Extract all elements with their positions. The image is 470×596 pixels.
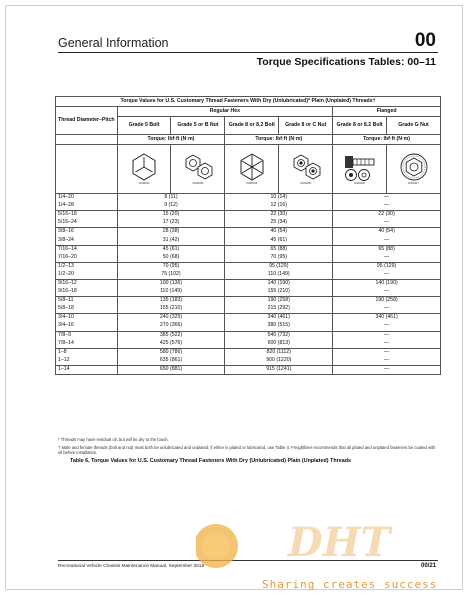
flanged-torque-cell: — [333, 331, 441, 340]
grade5-torque-cell: 135 (183) [117, 297, 225, 306]
grade8-torque-cell: 110 (149) [225, 271, 333, 280]
flanged-torque-cell: 40 (54) [333, 228, 441, 237]
grade8-torque-cell: 340 (461) [225, 314, 333, 323]
flanged-nut-icon [399, 152, 429, 182]
table-row [56, 348, 441, 357]
table-row [56, 254, 441, 263]
watermark-tagline: Sharing creates success [262, 578, 438, 591]
flanged-torque-cell: — [333, 219, 441, 228]
grade5-torque-cell: 650 (881) [117, 365, 225, 374]
thread-size-cell: 1–14 [56, 365, 118, 374]
thread-size-cell: 3/8–24 [56, 236, 118, 245]
thread-size-cell: 9/16–18 [56, 288, 118, 297]
thread-size-cell: 5/8–18 [56, 305, 118, 314]
table-row [56, 245, 441, 254]
table-row [56, 279, 441, 288]
grade5-nut-icon [181, 152, 215, 182]
grade8-torque-cell: 45 (61) [225, 236, 333, 245]
table-row [56, 236, 441, 245]
flanged-torque-cell: — [333, 194, 441, 203]
flanged-torque-cell: 22 (30) [333, 211, 441, 220]
table-row [56, 194, 441, 203]
grade-col-header: Grade 8 or 8.2 Bolt [333, 117, 387, 135]
thread-size-cell: 5/16–18 [56, 211, 118, 220]
grade8-torque-cell: 820 (1112) [225, 348, 333, 357]
grade8-torque-cell: 40 (54) [225, 228, 333, 237]
table-row [56, 297, 441, 306]
flanged-torque-cell: 340 (461) [333, 314, 441, 323]
grade8-nut-cell [279, 145, 333, 194]
header-rule [58, 52, 438, 53]
grade8-nut-icon [289, 152, 323, 182]
grade8-torque-cell: 25 (34) [225, 219, 333, 228]
flanged-torque-cell: — [333, 202, 441, 211]
thread-size-cell: 5/16–24 [56, 219, 118, 228]
thread-size-cell: 1–12 [56, 357, 118, 366]
flanged-nut-cell [387, 145, 441, 194]
figure-code: f230004 [246, 181, 258, 186]
table-row [56, 288, 441, 297]
footnote: * Threads may have residual oil, but will be dry to the touch. [58, 437, 169, 442]
table-row [56, 322, 441, 331]
flanged-bolt-icon [342, 152, 378, 182]
grade8-torque-cell: 22 (30) [225, 211, 333, 220]
grade5-torque-cell: 270 (366) [117, 322, 225, 331]
grade5-torque-cell: 45 (61) [117, 245, 225, 254]
footnote: † Male and female threads (bolt and nut) must both be unlubricated and unplated; if either is plated or lubricated, use Table 4. Freightliner recommends that all plated and unplated fasteners be coated with oil before installation. [58, 445, 436, 456]
section-number: 00 [414, 30, 436, 51]
thread-size-cell: 1/4–28 [56, 202, 118, 211]
table-row [56, 365, 441, 374]
grade5-bolt-head-cell [117, 145, 171, 194]
thread-size-cell: 1–8 [56, 348, 118, 357]
footer-manual-title: Recreational Vehicle Chassis Maintenance Manual, September 2018 [58, 564, 205, 569]
grade8-torque-cell: 215 (292) [225, 305, 333, 314]
grade5-torque-cell: 50 (68) [117, 254, 225, 263]
thread-size-cell: 7/16–14 [56, 245, 118, 254]
grade5-torque-cell: 75 (102) [117, 271, 225, 280]
flanged-torque-cell: 95 (129) [333, 262, 441, 271]
flanged-bolt-cell [333, 145, 387, 194]
flanged-header: Flanged [333, 107, 441, 117]
table-row [56, 331, 441, 340]
empty-cell [56, 145, 118, 194]
thread-size-cell: 1/4–20 [56, 194, 118, 203]
thread-size-cell: 7/16–20 [56, 254, 118, 263]
flanged-torque-cell: — [333, 340, 441, 349]
figure-code: f230003 [192, 181, 204, 186]
grade8-torque-cell: 915 (1241) [225, 365, 333, 374]
figure-code: f230006 [354, 181, 366, 186]
grade8-torque-cell: 600 (813) [225, 340, 333, 349]
grade5-torque-cell: 9 (12) [117, 202, 225, 211]
table-row [56, 228, 441, 237]
thread-size-cell: 1/2–13 [56, 262, 118, 271]
table-row [56, 211, 441, 220]
flanged-torque-cell: — [333, 236, 441, 245]
flanged-torque-cell: — [333, 305, 441, 314]
grade5-torque-cell: 110 (149) [117, 288, 225, 297]
table-caption-header: Torque Values for U.S. Customary Thread Fasteners With Dry (Unlubricated)* Plain (Unplated) Threads† [56, 97, 441, 107]
grade-col-header: Grade 5 or B Nut [171, 117, 225, 135]
grade8-torque-cell: 140 (190) [225, 279, 333, 288]
figure-code: f230007 [408, 181, 419, 186]
grade5-torque-cell: 17 (23) [117, 219, 225, 228]
grade-col-header: Grade G Nut [387, 117, 441, 135]
grade8-torque-cell: 12 (16) [225, 202, 333, 211]
thread-size-cell: 7/8–9 [56, 331, 118, 340]
table-row [56, 305, 441, 314]
flanged-torque-cell: — [333, 357, 441, 366]
flanged-torque-cell: — [333, 365, 441, 374]
grade5-torque-cell: 635 (861) [117, 357, 225, 366]
grade8-torque-cell: 95 (129) [225, 262, 333, 271]
grade5-torque-cell: 155 (210) [117, 305, 225, 314]
watermark-logo-text: DHT [288, 519, 391, 566]
table-row [56, 262, 441, 271]
grade5-torque-cell: 28 (38) [117, 228, 225, 237]
figure-code: f230005 [300, 181, 312, 186]
flanged-torque-cell: 190 (258) [333, 297, 441, 306]
grade8-torque-cell: 380 (515) [225, 322, 333, 331]
grade-col-header: Grade 8 or 8.2 Bolt [225, 117, 279, 135]
table-row [56, 340, 441, 349]
flanged-torque-cell: — [333, 288, 441, 297]
figure-code: f230002 [138, 181, 150, 186]
grade5-torque-cell: 70 (95) [117, 262, 225, 271]
grade5-torque-cell: 8 (11) [117, 194, 225, 203]
thread-size-cell: 1/2–20 [56, 271, 118, 280]
grade5-torque-cell: 425 (576) [117, 340, 225, 349]
grade8-torque-cell: 70 (95) [225, 254, 333, 263]
footer-page-number: 00/21 [420, 563, 436, 569]
grade8-bolt-head-cell [225, 145, 279, 194]
grade5-torque-cell: 15 (20) [117, 211, 225, 220]
flanged-torque-cell: — [333, 322, 441, 331]
grade-col-header: Grade 8 or C Nut [279, 117, 333, 135]
grade8-bolt-head-icon [237, 152, 267, 182]
grade5-torque-cell: 240 (325) [117, 314, 225, 323]
table-row [56, 202, 441, 211]
grade5-torque-cell: 385 (522) [117, 331, 225, 340]
thread-size-cell: 7/8–14 [56, 340, 118, 349]
table-caption: Table 6, Torque Values for U.S. Customary Thread Fasteners With Dry (Unlubricated) Plain (Unplated) Threads [70, 458, 352, 464]
grade5-torque-cell: 580 (786) [117, 348, 225, 357]
table-row [56, 357, 441, 366]
grade8-torque-cell: 10 (14) [225, 194, 333, 203]
grade-col-header: Grade 5 Bolt [117, 117, 171, 135]
grade8-torque-cell: 190 (258) [225, 297, 333, 306]
grade8-torque-cell: 540 (732) [225, 331, 333, 340]
torque-table-body [56, 194, 441, 375]
grade5-torque-cell: 31 (42) [117, 236, 225, 245]
flanged-torque-cell: 140 (190) [333, 279, 441, 288]
torque-unit-label: Torque: lbf·ft (N·m) [225, 135, 333, 145]
grade8-torque-cell: 65 (88) [225, 245, 333, 254]
regular-hex-header: Regular Hex [117, 107, 333, 117]
section-title: General Information [58, 36, 169, 50]
torque-unit-label: Torque: lbf·ft (N·m) [333, 135, 441, 145]
flanged-torque-cell: 65 (88) [333, 245, 441, 254]
flanged-torque-cell: — [333, 254, 441, 263]
torque-table [55, 96, 441, 375]
grade5-torque-cell: 100 (136) [117, 279, 225, 288]
grade5-bolt-head-icon [129, 152, 159, 182]
grade8-torque-cell: 155 (210) [225, 288, 333, 297]
thread-size-cell: 3/4–16 [56, 322, 118, 331]
thread-size-cell: 3/4–10 [56, 314, 118, 323]
flanged-torque-cell: — [333, 348, 441, 357]
table-row [56, 219, 441, 228]
thread-col-header: Thread Diameter–Pitch [56, 107, 118, 135]
thread-size-cell: 5/8–11 [56, 297, 118, 306]
grade8-torque-cell: 900 (1220) [225, 357, 333, 366]
flanged-torque-cell: — [333, 271, 441, 280]
section-subtitle: Torque Specifications Tables: 00–11 [256, 56, 436, 68]
thread-size-cell: 9/16–12 [56, 279, 118, 288]
thread-size-cell: 3/8–16 [56, 228, 118, 237]
grade5-nut-cell [171, 145, 225, 194]
table-row [56, 314, 441, 323]
torque-unit-label: Torque: lbf·ft (N·m) [117, 135, 225, 145]
table-row [56, 271, 441, 280]
empty-cell [56, 135, 118, 145]
